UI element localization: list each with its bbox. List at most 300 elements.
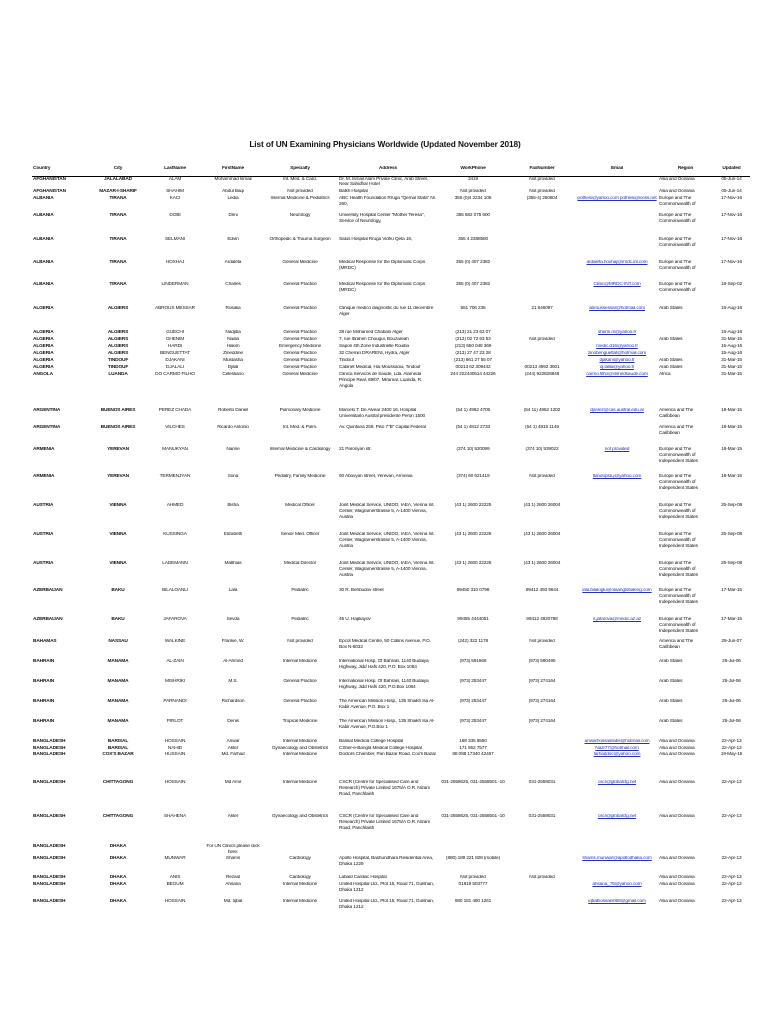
country-cell: ALGERIA: [33, 351, 54, 356]
workphone-cell: (374 10) 520099: [456, 447, 490, 452]
region-cell: Europe and The Commonwealth of: [659, 282, 696, 293]
firstname-cell: Celestiano: [222, 372, 244, 377]
city-cell: BUENOS AIRES: [100, 408, 136, 413]
faxnumber-cell: [508, 358, 576, 365]
faxnumber-cell: [508, 844, 576, 856]
country-cell: ALGERIA: [33, 306, 54, 311]
region-cell: Europe and The Commonwealth of: [659, 237, 696, 248]
firstname-cell: Drini: [228, 213, 238, 218]
email-link[interactable]: medic.d16@yahoo.fr: [596, 344, 638, 349]
email-link[interactable]: not provided: [604, 447, 630, 452]
region-cell: Europe and The Commonwealth of Independent States: [659, 561, 698, 578]
firstname-cell: Ardaleta: [224, 260, 242, 265]
updated-cell: 22-Apr-13: [721, 874, 742, 880]
email-link[interactable]: Nazr77@hotmail.com: [595, 746, 639, 751]
address-cell: [338, 844, 438, 856]
table-row: [32, 752, 750, 780]
email-link[interactable]: anwarhossainlabs@hotmail.com: [584, 739, 650, 744]
country-cell: BANGLADESH: [33, 780, 66, 785]
lastname-cell: SHAHIM: [166, 189, 184, 194]
specialty-cell: Cardiology: [289, 855, 311, 861]
workphone-cell: (213) 661 27 55 07: [454, 358, 492, 363]
city-cell: ALGIERS: [107, 344, 129, 349]
city-cell: TIRANA: [109, 282, 127, 287]
faxnumber-cell: [508, 899, 576, 916]
city-cell: MANAMA: [107, 659, 129, 664]
address-cell: ABC Health Foundation Rruga "Qemal Stafa" Nr. 260,: [339, 196, 436, 207]
country-cell: ALGERIA: [33, 344, 54, 349]
lastname-cell: DOBI: [169, 213, 181, 218]
address-cell: Labaid Cardiac Hospital: [339, 874, 387, 880]
region-cell: Europe and The Commonwealth of Independent States: [659, 474, 698, 491]
faxnumber-cell: [508, 882, 576, 899]
header-lastname: LastName: [146, 166, 204, 176]
address-cell: Salus Hospital Rruga Vidhu Qeta 16,: [339, 237, 413, 242]
region-cell: Europe and The Commonwealth of: [659, 260, 696, 271]
email-link[interactable]: dj.lalila@yahoo.fr: [599, 365, 635, 370]
updated-cell: 22-Apr-13: [721, 746, 742, 751]
city-cell: ALGIERS: [107, 306, 129, 311]
address-cell: Sapori 4th Zone Industrielle Rouiba: [339, 344, 409, 349]
lastname-cell: [146, 844, 204, 856]
country-cell: BANGLADESH: [33, 752, 66, 757]
address-cell: 32 Chemin DRARENI, Hydra, Alger: [339, 351, 410, 356]
region-cell: Asia and Oceania: [659, 814, 695, 819]
email-cell: [576, 189, 658, 196]
specialty-cell: Internal Medicine: [283, 881, 317, 887]
country-cell: AZERBAIJAN: [33, 617, 63, 622]
firstname-cell: Edvin: [227, 237, 239, 242]
firstname-cell: Charles: [225, 282, 241, 287]
faxnumber-cell: [508, 752, 576, 780]
email-link[interactable]: dperez@cas.austral.edu.ar: [590, 408, 644, 413]
workphone-cell: (242) 322 1178: [457, 639, 489, 644]
table-row: [32, 739, 750, 746]
updated-cell: 31-Mar-15: [721, 365, 742, 370]
city-cell: TIRANA: [109, 237, 127, 242]
region-cell: Asia and Oceania: [659, 898, 695, 904]
region-cell: Arab States: [659, 659, 683, 664]
updated-cell: 17-Mar-15: [721, 588, 742, 593]
email-link[interactable]: ardaleta.hoxhaj@mrdc.int.com: [586, 260, 648, 265]
country-cell: BANGLADESH: [33, 739, 66, 744]
city-cell: BAKU: [111, 617, 125, 622]
specialty-cell: Gynaecology and Obstetrics: [271, 746, 329, 751]
updated-cell: 15-Aug-16: [720, 344, 743, 349]
lastname-cell: PIRLOT: [166, 719, 184, 724]
updated-cell: 22-Apr-13: [721, 780, 742, 785]
updated-cell: 18-Mar-15: [721, 447, 742, 452]
specialty-cell: Internal Medicine & Cardiology: [269, 447, 331, 452]
city-cell: BARISAL: [107, 746, 129, 751]
address-cell: Balkh Hospital: [339, 189, 368, 194]
faxnumber-cell: 99412 4920788: [526, 617, 558, 622]
faxnumber-cell: (43 1) 2600 26004: [523, 532, 561, 537]
city-cell: ALGIERS: [107, 330, 129, 335]
country-cell: ARGENTINA: [33, 408, 61, 413]
lastname-cell: DJALALI: [166, 365, 184, 370]
specialty-cell: Internal Medicine & Pediatrics: [270, 196, 330, 201]
lastname-cell: VILCHES: [165, 425, 185, 430]
firstname-cell: Mohammad Ismail: [214, 176, 252, 182]
email-link[interactable]: iqbalhossain058@gmail.com: [588, 898, 646, 904]
city-cell: MAZAR-I-SHARIF: [99, 189, 137, 194]
workphone-cell: (213) 27 47 23 28: [455, 351, 491, 356]
document-title: List of UN Examining Physicians Worldwide (Updated November 2018): [249, 139, 521, 149]
table-row: [32, 306, 750, 330]
workphone-cell: 551 706 235: [460, 306, 486, 311]
lastname-cell: DO CARMO FILHO: [155, 372, 195, 377]
email-link[interactable]: s.jafarova@medic.az.az: [593, 617, 641, 622]
address-cell: Apollo Hospital, Bashundhara Residential Area, Dhaka 1229: [339, 855, 433, 867]
region-cell: Arab States: [659, 337, 683, 342]
workphone-cell: (213) 02 72 63 53: [455, 337, 491, 342]
country-cell: ARMENIA: [33, 474, 55, 479]
region-cell: America and The Caribbean: [659, 425, 694, 436]
firstname-cell: Zineddine: [223, 351, 243, 356]
table-row: [32, 899, 750, 916]
table-row: [32, 719, 750, 739]
specialty-cell: Pediatry, Family Medicine: [274, 474, 326, 479]
region-cell: [658, 351, 713, 358]
firstname-cell: Abdul Baqi: [222, 189, 244, 194]
city-cell: TIRANA: [109, 196, 127, 201]
email-link[interactable]: pothesi@yahoo.com pothesi@icess.net: [577, 196, 657, 201]
address-cell: Joint Medical Service, UNIDO, IAEA, Vienna Int. Center, Wagramerstrasse 5, A-1400 Vienna, Austria: [339, 561, 435, 578]
updated-cell: 19-May-15: [720, 752, 743, 757]
updated-cell: 31-Mar-15: [721, 337, 742, 342]
lastname-cell: GUECHI: [166, 330, 184, 335]
address-cell: International Hosp. Of Bahrain, 1140 Budaiya Highway, Jidd Hafs 420, P.O. Box 1084: [339, 659, 429, 670]
firstname-cell: Al-Ahmed: [223, 659, 243, 664]
table-row: [32, 699, 750, 719]
faxnumber-cell: [508, 856, 576, 875]
region-cell: [658, 344, 713, 351]
address-cell: 28 rue Mohamed Chabani Alger: [339, 330, 403, 335]
specialty-cell: [262, 844, 338, 856]
region-cell: Arab States: [659, 365, 683, 370]
firstname-cell: Bisha: [227, 503, 239, 508]
specialty-cell: Internal Medicine: [283, 659, 317, 664]
faxnumber-cell: [508, 260, 576, 282]
lastname-cell: MANUKYAN: [162, 447, 188, 452]
lastname-cell: HOXHAJ: [165, 260, 185, 265]
table-row: [32, 337, 750, 344]
email-cell: [576, 213, 658, 237]
updated-cell: 31-Mar-15: [721, 372, 742, 377]
city-cell: VIENNA: [109, 532, 127, 537]
firstname-cell: Narine: [226, 447, 240, 452]
workphone-cell: 355 682 075 600: [456, 213, 490, 218]
workphone-cell: [438, 844, 508, 856]
region-cell: America and The Caribbean: [659, 408, 694, 419]
faxnumber-cell: Not provided: [529, 639, 555, 644]
country-cell: BANGLADESH: [33, 855, 66, 861]
updated-cell: 22-Apr-13: [721, 855, 742, 861]
city-cell: DHAKA: [109, 898, 127, 904]
faxnumber-cell: (374 10) 539022: [525, 447, 559, 452]
city-cell: MANAMA: [107, 699, 129, 704]
faxnumber-cell: Not provided: [529, 176, 555, 182]
firstname-cell: Akter: [227, 814, 239, 819]
table-row: [32, 351, 750, 358]
lastname-cell: ANIS: [169, 874, 181, 880]
country-cell: BANGLADESH: [33, 874, 66, 880]
firstname-cell: Elizabeth: [223, 532, 243, 537]
updated-cell: 25-Jul-06: [722, 699, 741, 704]
specialty-cell: General Practice: [283, 679, 317, 684]
table-row: [32, 282, 750, 306]
address-cell: 7, rue Ibrahim Chougui, Bouzareah: [339, 337, 409, 342]
workphone-cell: 355 (0)4 2234 105: [454, 196, 492, 201]
region-cell: [658, 844, 713, 856]
workphone-cell: Not provided: [460, 189, 486, 194]
table-row: [32, 561, 750, 588]
email-cell: [576, 425, 658, 447]
faxnumber-cell: 00213 4992 3601: [524, 365, 560, 370]
workphone-cell: (213) 650 048 369: [454, 344, 492, 349]
updated-cell: 22-Apr-13: [721, 898, 742, 904]
region-cell: Asia and Oceania: [659, 746, 695, 751]
table-row: [32, 503, 750, 532]
updated-cell: 15-Aug-16: [720, 351, 743, 356]
region-cell: Africa: [659, 372, 671, 377]
address-cell: United Hospital Ltd., Plot 15, Road 71, Gulshan, Dhaka 1212: [339, 898, 434, 910]
region-cell: Asia and Oceania: [659, 176, 695, 182]
email-link[interactable]: djakani@yahoo.fr: [599, 358, 635, 363]
workphone-cell: (54 1) 4962 4705: [455, 408, 491, 413]
table-row: [32, 358, 750, 365]
region-cell: Asia and Oceania: [659, 189, 695, 194]
specialty-cell: General Medicine: [282, 260, 318, 265]
city-cell: CHITTAGONG: [102, 780, 134, 785]
firstname-cell: Matthias: [224, 561, 242, 566]
email-link[interactable]: tlandopsa.j@yahoo.com: [592, 474, 642, 479]
address-cell: Barisal Medical College Hospital: [339, 739, 403, 744]
specialty-cell: General Practice: [283, 358, 317, 363]
email-link[interactable]: zinobenguettat@hotmail.com: [587, 351, 647, 356]
region-cell: Europe and The Commonwealth of Independent States: [659, 503, 698, 520]
address-cell: 60 Abovyan street, Yerevan, Armenia: [339, 474, 413, 479]
firstname-cell: Mustasha: [223, 358, 243, 363]
table-row: [32, 780, 750, 814]
workphone-cell: (973) 253447: [459, 699, 487, 704]
faxnumber-cell: (54 1) 4815 1149: [525, 425, 559, 430]
email-cell: [576, 719, 658, 739]
address-cell: The American Mission Hosp., 135 Shaikh Isa Al-Kabir Avenue, P.O. Box 1: [339, 699, 435, 710]
firstname-cell: Anwar: [226, 739, 240, 744]
firstname-cell: For UN Clinics please click here:: [206, 844, 260, 855]
email-link[interactable]: abroussessar@hotmail.com: [589, 306, 645, 311]
email-link[interactable]: lala.bilaloglu@olaanglobaleng.com: [582, 588, 652, 593]
workphone-cell: Not provided: [460, 874, 486, 880]
faxnumber-cell: 031-2559031: [528, 780, 556, 785]
city-cell: COX'S BAZAR: [102, 752, 134, 757]
firstname-cell: Ricardo Antonio: [217, 425, 249, 430]
address-cell: United Hospital Ltd., Plot 15, Road 71, Gulshan, Dhaka 1212: [339, 881, 434, 893]
updated-cell: 05-Jun-14: [721, 176, 742, 182]
workphone-cell: (880) 189 221 828 (mobile): [446, 855, 500, 861]
table-row: [32, 875, 750, 882]
country-cell: ALBANIA: [33, 260, 54, 265]
firstname-cell: Sevda: [226, 617, 240, 622]
email-link[interactable]: cscr@globalctg.net: [597, 814, 637, 819]
city-cell: MANAMA: [107, 719, 129, 724]
country-cell: BAHRAIN: [33, 719, 55, 724]
specialty-cell: Emergency Medicine: [278, 344, 322, 349]
region-cell: Europe and The Commonwealth of Independent States: [659, 447, 698, 464]
city-cell: YEREVAN: [107, 474, 129, 479]
address-cell: Clinique medico diagnostic du rue 11 decembre Alger: [339, 306, 434, 317]
firstname-cell: Nadjiba: [225, 330, 241, 335]
updated-cell: 29-Jun-07: [721, 639, 742, 644]
city-cell: YEREVAN: [107, 447, 129, 452]
firstname-cell: Hakim: [226, 344, 240, 349]
lastname-cell: BEGUM: [166, 881, 184, 887]
header-address: Address: [338, 166, 438, 176]
faxnumber-cell: [508, 351, 576, 358]
header-specialty: Specialty: [262, 166, 338, 176]
address-cell: Av. Quintana 259, Piso 7"B" Capital Federal: [339, 425, 426, 430]
faxnumber-cell: [508, 739, 576, 746]
address-cell: CSher-e-Bangla Medical College Hospital: [339, 746, 422, 751]
region-cell: Asia and Oceania: [659, 855, 695, 861]
lastname-cell: DJAKANI: [165, 358, 185, 363]
email-link[interactable]: ahsana_75@yahoo.com: [592, 881, 642, 887]
lastname-cell: SHAHENA: [163, 814, 187, 819]
workphone-cell: 355 (0) 407 2382: [455, 282, 491, 287]
firstname-cell: Rosalia: [225, 306, 241, 311]
table-row: [32, 408, 750, 425]
firstname-cell: Ledia: [227, 196, 239, 201]
lastname-cell: PARNANDI: [163, 699, 187, 704]
updated-cell: 17-Mar-15: [721, 617, 742, 622]
lastname-cell: KACI: [169, 196, 181, 201]
table-row: [32, 659, 750, 679]
country-cell: ALGERIA: [33, 365, 54, 370]
lastname-cell: AL-ZAIN: [166, 659, 184, 664]
address-cell: 30 R. Behbudov street: [339, 588, 384, 593]
header-city: City: [90, 166, 146, 176]
lastname-cell: LADEMANN: [162, 561, 188, 566]
faxnumber-cell: Not provided: [529, 337, 555, 342]
country-cell: AZERBAIJAN: [33, 588, 63, 593]
email-link[interactable]: sherin.m@yahoo.fr: [597, 330, 637, 335]
firstname-cell: Ahsana: [225, 881, 241, 887]
region-cell: Asia and Oceania: [659, 881, 695, 887]
region-cell: Arab States: [659, 679, 683, 684]
workphone-cell: (973) 253447: [459, 679, 487, 684]
email-link[interactable]: cscr@globalctg.net: [597, 780, 637, 785]
country-cell: BAHRAIN: [33, 679, 55, 684]
email-cell: [576, 844, 658, 856]
workphone-cell: (43 1) 2600 22225: [454, 532, 492, 537]
table-row: [32, 474, 750, 503]
faxnumber-cell: (43 1) 2600 26004: [523, 503, 561, 508]
table-row: [32, 237, 750, 260]
specialty-cell: Internal Medicine: [283, 898, 317, 904]
lastname-cell: BENGUETTAT: [159, 351, 191, 356]
city-cell: TIRANA: [109, 213, 127, 218]
workphone-cell: (43 1) 2600 22225: [454, 561, 492, 566]
country-cell: AUSTRIA: [33, 532, 54, 537]
lastname-cell: BILALOANLI: [162, 588, 188, 593]
workphone-cell: 3419: [467, 176, 479, 182]
firstname-cell: Nadia: [227, 337, 239, 342]
workphone-cell: 031-2558625, 031-2558501 -10: [441, 780, 505, 785]
table-row: [32, 856, 750, 875]
faxnumber-cell: (54 11) 4962 1202: [523, 408, 561, 413]
faxnumber-cell: [508, 213, 576, 237]
workphone-cell: 355 (0) 407 2382: [455, 260, 491, 265]
specialty-cell: Internal Medicine: [283, 739, 317, 744]
faxnumber-cell: Not provided: [529, 874, 555, 880]
address-cell: CSCR (Centre for Specialised Care and Research) Private Limited 1675/A O.R. Nizam Road, Panchlaish: [339, 814, 431, 831]
lastname-cell: NAHID: [167, 746, 183, 751]
address-cell: CSCR (Centre for Specialised Care and Research) Private Limited 1675/A O.R. Nizam Road, Panchlaish: [339, 780, 431, 797]
specialty-cell: Gynaecology and Obstetrics: [271, 814, 329, 819]
city-cell: TINDOUF: [107, 365, 129, 370]
faxnumber-cell: [508, 344, 576, 351]
firstname-cell: Akter: [227, 746, 239, 751]
email-link[interactable]: farhaddoc@yahoo.com: [593, 752, 641, 757]
email-link[interactable]: shams.munwar@apollodhaka.com: [582, 855, 652, 861]
workphone-cell: 244 222440514 44226: [450, 372, 496, 377]
country-cell: BAHRAIN: [33, 659, 55, 664]
updated-cell: 18-Sep-02: [720, 282, 743, 287]
header-workphone: WorkPhone: [438, 166, 508, 176]
header-country: Country: [32, 166, 90, 176]
faxnumber-cell: (244) 922828848: [524, 372, 560, 377]
email-cell: [576, 639, 658, 659]
faxnumber-cell: (43 1) 2600 26004: [523, 561, 561, 566]
city-cell: MANAMA: [107, 679, 129, 684]
faxnumber-cell: 031-2559031: [528, 814, 556, 819]
firstname-cell: Lala: [228, 588, 238, 593]
country-cell: ALBANIA: [33, 237, 54, 242]
updated-cell: 25-Sep-08: [720, 561, 743, 566]
email-link[interactable]: Clinic@MRDC-INT.com: [593, 282, 641, 287]
specialty-cell: Pulmonary Medicine: [279, 408, 321, 413]
country-cell: AFGHANISTAN: [33, 189, 66, 194]
country-cell: BAHAMAS: [33, 639, 57, 644]
workphone-cell: (973) 253447: [459, 719, 487, 724]
city-cell: DHAKA: [109, 874, 127, 880]
workphone-cell: (43 1) 2600 22225: [454, 503, 492, 508]
specialty-cell: General Practice: [283, 337, 317, 342]
specialty-cell: Int. Med. & Card.: [283, 176, 317, 182]
country-cell: BANGLADESH: [33, 814, 66, 819]
header-region: Region: [658, 166, 713, 176]
faxnumber-cell: (973) 274164: [528, 699, 556, 704]
country-cell: AUSTRIA: [33, 503, 54, 508]
region-cell: America and The Caribbean: [659, 639, 694, 650]
firstname-cell: Shams: [225, 855, 241, 861]
updated-cell: 22-Apr-13: [721, 881, 742, 887]
updated-cell: 25-Jul-06: [722, 719, 741, 724]
lastname-cell: JAFAROVA: [163, 617, 187, 622]
specialty-cell: General Practice: [283, 365, 317, 370]
region-cell: Europe and The Commonwealth of Independent States: [659, 617, 698, 634]
lastname-cell: GHENIM: [165, 337, 185, 342]
email-link[interactable]: carmo.filho@climedsaude.com: [586, 372, 648, 377]
updated-cell: 25-Sep-08: [720, 503, 743, 508]
region-cell: Asia and Oceania: [659, 739, 695, 744]
country-cell: BANGLADESH: [33, 898, 66, 904]
faxnumber-cell: 99412 493 9644: [525, 588, 559, 593]
table-row: [32, 213, 750, 237]
city-cell: TIRANA: [109, 260, 127, 265]
